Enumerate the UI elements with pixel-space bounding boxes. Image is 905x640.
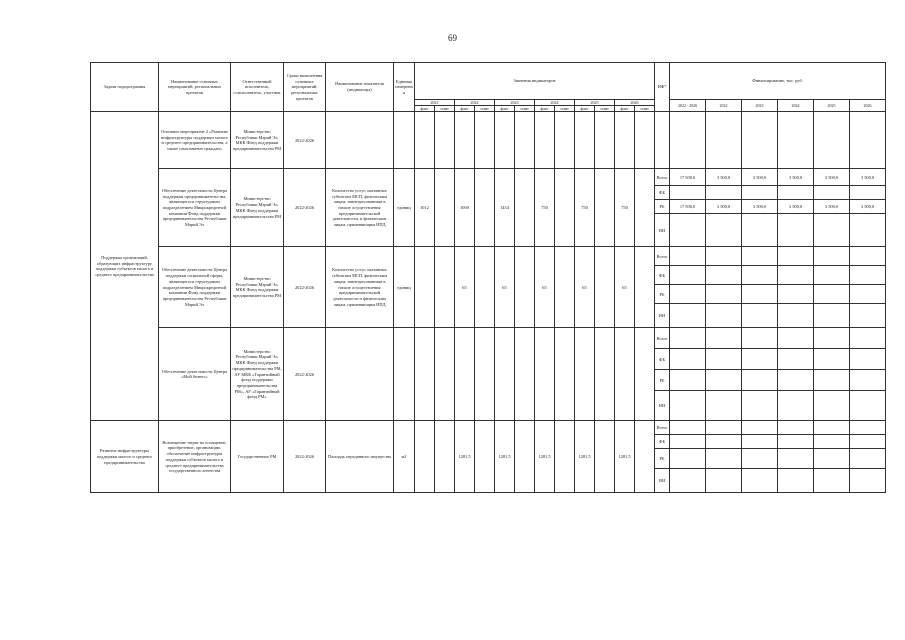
executor-social-center: Министерство Республики Марий Эл, МКК Фонд поддержки предпринимательства РМ	[231, 247, 284, 328]
area-2022: 1281,5	[455, 421, 475, 493]
task-2: Развитие инфраструктуры поддержки малого и среднего предпринимательства	[91, 421, 159, 493]
fin-year-total: 2022 - 2026	[670, 100, 706, 112]
year-2025: 2025	[575, 100, 615, 106]
src-fb: ФБ	[655, 186, 670, 200]
executor-my-business: Министерство Республики Марий Эл, МКК Фонд поддержки предпринимательства РМ, АУ МКК «Гарантийный фонд поддержки предпринимательства РМ», АУ «Гарантийный фонд РМ»	[231, 328, 284, 421]
header-executor: Ответственный исполнитель, соисполнитель, участник	[231, 63, 284, 112]
unit-center-support: единиц	[394, 169, 415, 247]
sub-plan: план	[475, 106, 495, 112]
term-center-support: 2022-2026	[284, 169, 326, 247]
value-2023: 65	[495, 247, 515, 328]
area-2023: 1281,5	[495, 421, 515, 493]
value-2022: 65	[455, 247, 475, 328]
event-infrastructure: Возмещение затрат на оснащение, приобретение, организацию, обеспечение инфраструктуры поддержки субъектов малого и среднего предпринимательства государственного агентства	[159, 421, 231, 493]
indicator-social-center: Количество услуг, оказанных субъектам МСП, физическим лицам, заинтересованным в начале осуществления предпринимательской деятельности и физическим лицам, применяющим НПД	[326, 247, 394, 328]
year-2021: 2021	[415, 100, 455, 106]
value-2025: 65	[575, 247, 595, 328]
value-2026-plan: 750	[615, 169, 635, 247]
header-event: Наименование основных мероприятий, региональных проектов	[159, 63, 231, 112]
src-rb: РБ	[655, 449, 670, 469]
year-2024: 2024	[535, 100, 575, 106]
sub-fact: факт	[495, 106, 515, 112]
term-my-business: 2022-2026	[284, 328, 326, 421]
sub-plan: план	[515, 106, 535, 112]
sub-plan: план	[435, 106, 455, 112]
value-2025-plan: 750	[575, 169, 595, 247]
value-2023-fact: 1454	[495, 169, 515, 247]
src-vi: ВИ	[655, 469, 670, 493]
fin-rb-2024: 3 500,0	[778, 200, 814, 214]
value-2024-plan: 750	[535, 169, 555, 247]
unit-social-center: единиц	[394, 247, 415, 328]
executor-main: Министерство Республики Марий Эл, МКК Фонд поддержки предпринимательства РМ	[231, 112, 284, 169]
area-2026: 1281,5	[615, 421, 635, 493]
term-main: 2022-2026	[284, 112, 326, 169]
indicator-infrastructure: Площадь переданного имущества	[326, 421, 394, 493]
value-2021-fact: 1012	[415, 169, 435, 247]
page-number: 69	[448, 33, 457, 43]
fin-year-2026: 2026	[850, 100, 886, 112]
fin-total-2023: 3 500,0	[742, 169, 778, 186]
sub-fact: факт	[575, 106, 595, 112]
sub-fact: факт	[415, 106, 435, 112]
src-total: Всего	[655, 421, 670, 435]
sub-plan: план	[595, 106, 615, 112]
sub-fact: факт	[615, 106, 635, 112]
fin-total-all: 17 500,0	[670, 169, 706, 186]
src-total: Всего	[655, 328, 670, 349]
sub-plan: план	[635, 106, 655, 112]
src-vi: ВИ	[655, 304, 670, 328]
fin-rb-2022: 3 500,0	[706, 200, 742, 214]
event-my-business: Обеспечение деятельности Центра «Мой бизнес»	[159, 328, 231, 421]
year-2023: 2023	[495, 100, 535, 106]
year-2022: 2022	[455, 100, 495, 106]
value-2024: 65	[535, 247, 555, 328]
fin-year-2023: 2023	[742, 100, 778, 112]
sub-fact: факт	[535, 106, 555, 112]
fin-year-2024: 2024	[778, 100, 814, 112]
event-main: Основное мероприятие 2 «Развитие инфраструктуры поддержки малого и среднего предпринимательства, а также самозанятых граждан»	[159, 112, 231, 169]
task-1: Поддержка организаций, образующих инфраструктуру поддержки субъектов малого и среднего предпринимательства	[91, 112, 159, 421]
fin-rb-2026: 3 500,0	[850, 200, 886, 214]
program-table	[90, 62, 886, 493]
header-finance: Финансирование, тыс. руб.	[670, 63, 886, 100]
event-social-center: Обеспечение деятельности Центра поддержки социальной сферы, являющегося структурным подразделением Микрокредитной компании Фонд поддержки предпринимательства Республики Марий Эл	[159, 247, 231, 328]
area-2024: 1281,5	[535, 421, 555, 493]
src-fb: ФБ	[655, 435, 670, 449]
src-fb: ФБ	[655, 266, 670, 285]
sub-fact: факт	[455, 106, 475, 112]
header-task: Задачи подпрограммы	[91, 63, 159, 112]
src-rb: РБ	[655, 370, 670, 391]
header-values: Значения индикаторов	[415, 63, 655, 100]
executor-center-support: Министерство Республики Марий Эл, МКК Фонд поддержки предпринимательства РМ	[231, 169, 284, 247]
src-rb: РБ	[655, 200, 670, 214]
fin-rb-2025: 3 500,0	[814, 200, 850, 214]
src-total: Всего	[655, 247, 670, 266]
header-src: ИФ*	[655, 63, 670, 112]
fin-year-2022: 2022	[706, 100, 742, 112]
header-unit: Единица измерения	[394, 63, 415, 112]
unit-infrastructure: м2	[394, 421, 415, 493]
src-vi: ВИ	[655, 391, 670, 421]
src-rb: РБ	[655, 285, 670, 304]
fin-total-2026: 3 500,0	[850, 169, 886, 186]
executor-infrastructure: Государственное РМ	[231, 421, 284, 493]
indicator-center-support: Количество услуг, оказанных субъектам МСП, физическим лицам, заинтересованным в начале осуществления предпринимательской деятельности, и физическим лицам, применяющим НПД	[326, 169, 394, 247]
value-2022-fact: 1000	[455, 169, 475, 247]
fin-total-2025: 3 500,0	[814, 169, 850, 186]
src-vi: ВИ	[655, 214, 670, 247]
fin-rb-2023: 3 500,0	[742, 200, 778, 214]
term-infrastructure: 2022-2026	[284, 421, 326, 493]
header-term: Сроки выполнения основных мероприятий, региональных проектов	[284, 63, 326, 112]
fin-total-2022: 3 500,0	[706, 169, 742, 186]
year-2026: 2026	[615, 100, 655, 106]
fin-total-2024: 3 500,0	[778, 169, 814, 186]
area-2025: 1281,5	[575, 421, 595, 493]
src-total: Всего	[655, 169, 670, 186]
sub-plan: план	[555, 106, 575, 112]
value-2026: 65	[615, 247, 635, 328]
header-indicator: Наименование показателя (индикатора)	[326, 63, 394, 112]
fin-rb-all: 17 500,0	[670, 200, 706, 214]
src-fb: ФБ	[655, 349, 670, 370]
fin-year-2025: 2025	[814, 100, 850, 112]
term-social-center: 2022-2026	[284, 247, 326, 328]
event-center-support: Обеспечение деятельности Центра поддержки предпринимательства, являющегося структурным подразделением Микрокредитной компании Фонд поддержки предпринимательства Республики Марий Эл	[159, 169, 231, 247]
